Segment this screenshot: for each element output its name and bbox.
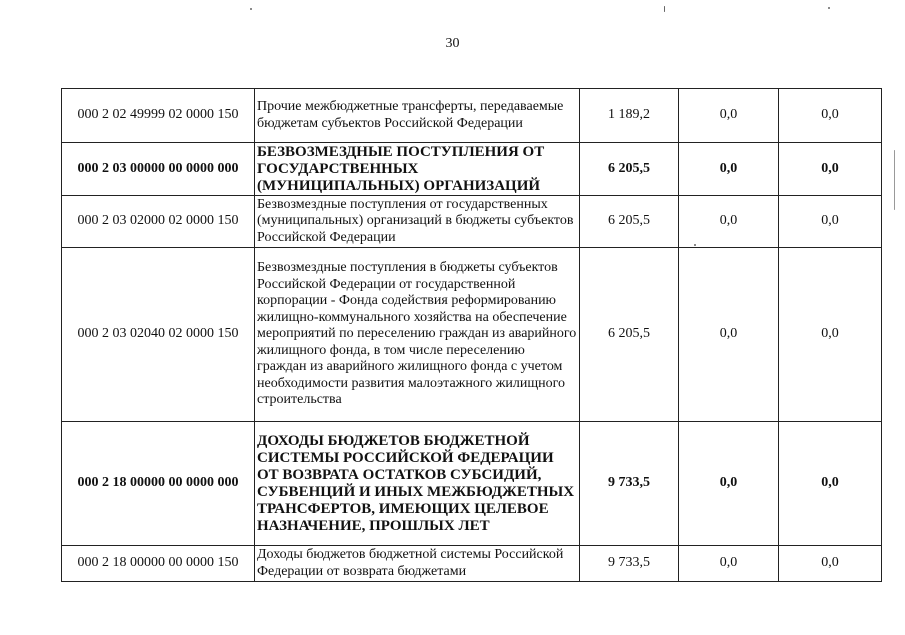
value-cell-2: 0,0	[679, 546, 779, 582]
table-row	[62, 248, 882, 422]
description-cell: Безвозмездные поступления в бюджеты субъектов Российской Федерации от государственной корпорации - Фонда содействия реформированию жилищно-коммунального хозяйства на обеспечение мероприятий по переселению граждан из аварийного жилищного фонда, в том числе переселению граждан из аварийного жилищного фонда с учетом необходимости развития малоэтажного жилищного строительства	[255, 248, 580, 422]
value-cell-2: 0,0	[679, 422, 779, 546]
value-cell-3: 0,0	[779, 196, 882, 248]
value-cell-3: 0,0	[779, 248, 882, 422]
value-cell-2: 0,0	[679, 89, 779, 143]
value-cell-3: 0,0	[779, 89, 882, 143]
value-cell-2: 0,0	[679, 196, 779, 248]
value-cell-3: 0,0	[779, 143, 882, 196]
description-cell: Безвозмездные поступления от государственных (муниципальных) организаций в бюджеты субъектов Российской Федерации	[255, 196, 580, 248]
budget-code-cell: 000 2 18 00000 00 0000 150	[62, 546, 255, 582]
value-cell-2: 0,0	[679, 248, 779, 422]
page-number: 30	[445, 36, 460, 51]
budget-code-cell: 000 2 18 00000 00 0000 000	[62, 422, 255, 546]
description-cell: БЕЗВОЗМЕЗДНЫЕ ПОСТУПЛЕНИЯ ОТ ГОСУДАРСТВЕННЫХ (МУНИЦИПАЛЬНЫХ) ОРГАНИЗАЦИЙ	[255, 143, 580, 196]
value-cell-1: 6 205,5	[580, 196, 679, 248]
table-row	[62, 196, 882, 248]
table-row	[62, 89, 882, 143]
table-row	[62, 143, 882, 196]
value-cell-1: 9 733,5	[580, 422, 679, 546]
table-row	[62, 422, 882, 546]
value-cell-1: 1 189,2	[580, 89, 679, 143]
value-cell-1: 6 205,5	[580, 143, 679, 196]
description-cell: ДОХОДЫ БЮДЖЕТОВ БЮДЖЕТНОЙ СИСТЕМЫ РОССИЙСКОЙ ФЕДЕРАЦИИ ОТ ВОЗВРАТА ОСТАТКОВ СУБСИДИЙ, СУБВЕНЦИЙ И ИНЫХ МЕЖБЮДЖЕТНЫХ ТРАНСФЕРТОВ, ИМЕЮЩИХ ЦЕЛЕВОЕ НАЗНАЧЕНИЕ, ПРОШЛЫХ ЛЕТ	[255, 422, 580, 546]
scan-speck	[250, 8, 252, 10]
budget-code-cell: 000 2 02 49999 02 0000 150	[62, 89, 255, 143]
value-cell-1: 9 733,5	[580, 546, 679, 582]
value-cell-1: 6 205,5	[580, 248, 679, 422]
scan-speck	[694, 244, 696, 246]
table-row	[62, 546, 882, 582]
scan-speck	[664, 6, 665, 12]
scan-speck	[828, 7, 830, 9]
value-cell-2: 0,0	[679, 143, 779, 196]
budget-code-cell: 000 2 03 00000 00 0000 000	[62, 143, 255, 196]
budget-code-cell: 000 2 03 02000 02 0000 150	[62, 196, 255, 248]
value-cell-3: 0,0	[779, 546, 882, 582]
budget-code-cell: 000 2 03 02040 02 0000 150	[62, 248, 255, 422]
revenue-table	[61, 88, 882, 582]
scan-speck	[894, 150, 895, 210]
value-cell-3: 0,0	[779, 422, 882, 546]
description-cell: Прочие межбюджетные трансферты, передаваемые бюджетам субъектов Российской Федерации	[255, 89, 580, 143]
description-cell: Доходы бюджетов бюджетной системы Российской Федерации от возврата бюджетами	[255, 546, 580, 582]
